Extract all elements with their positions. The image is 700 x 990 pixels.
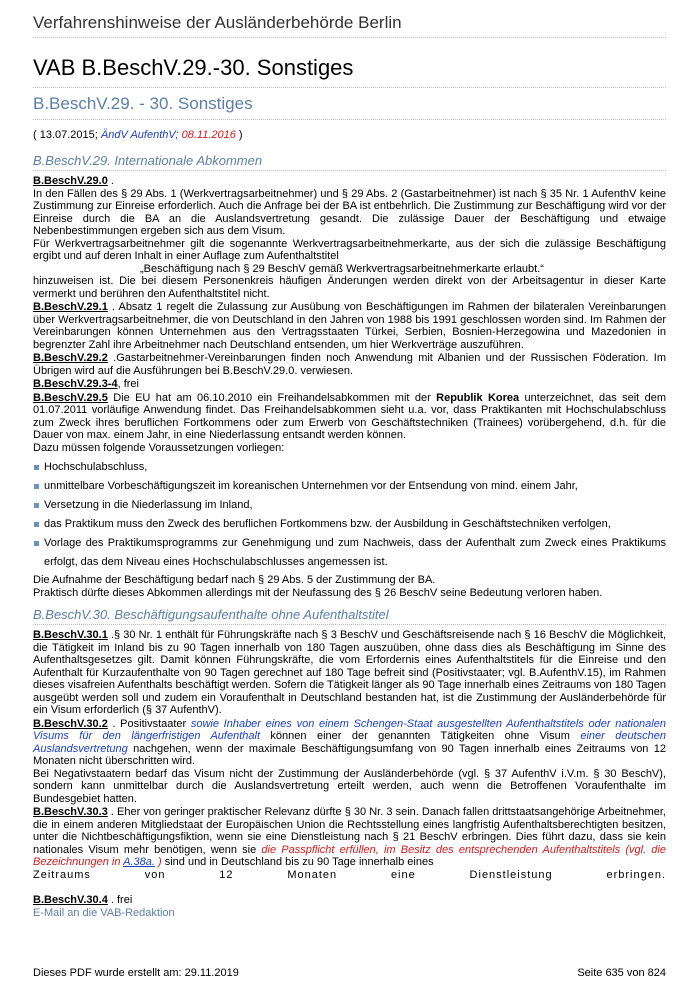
- paragraph-29-0-ref: [33, 175, 666, 188]
- change-reference: ÄndV AufenthV;: [100, 129, 179, 141]
- quote-29-0: „Beschäftigung nach § 29 BeschV gemäß Werkvertragsarbeitnehmerkarte erlaubt.“: [140, 262, 544, 275]
- text-30-3-red2: ): [154, 856, 162, 868]
- date-suffix: ): [235, 129, 243, 141]
- text-30-2-c: nachgehen, wenn der maximale Beschäftigungsumfang von 90 Tagen innerhalb eines Zeitraums von 12 Monaten nicht überschritten wird.: [33, 742, 666, 767]
- text-29-5-a: Die EU hat am 06.10.2010 ein Freihandelsabkommen mit der: [107, 391, 437, 404]
- page-header: Verfahrenshinweise der Ausländerbehörde Berlin: [33, 0, 666, 38]
- paragraph-30-3: [33, 806, 666, 869]
- document-title: VAB B.BeschV.29.-30. Sonstiges: [33, 55, 666, 88]
- paragraph-30-4: [33, 894, 666, 907]
- text-30-3-b: sind und in Deutschland bis zu 90 Tage innerhalb eines: [161, 856, 434, 868]
- requirements-list: [33, 458, 666, 572]
- text-30-1: .§ 30 Nr. 1 enthält für Führungskräfte nach § 3 BeschV und Geschäftsreisende nach § 16 BeschV die Möglichkeit, die Tätigkeit im Inland bis zu 90 Tagen innerhalb von 180 Tagen auszuüben, ohne dass dies als Beschäftigung im Sinne des Aufenthaltsgesetzes gilt. Damit können Führungskräfte, die vom Erfordernis eines Aufenthaltstitels für die Einreise und den Aufenthalt für Kurzaufenthalte von 90 Tagen gerechnet auf 180 Tage befreit sind (Positivstaater; vgl. B.AufenthV.15), im Rahmen dieses visafreien Aufenthalts beschäftigt werden. Sofern die Tätigkeit länger als 90 Tage innerhalb eines Zeitraums von 180 Tagen ausgeübt werden soll und zudem ein Voraufenthalt in Deutschland bestanden hat, ist die Zustimmung der Ausländerbehörde für ein Visum erforderlich (§ 37 AufenthV).: [33, 629, 666, 716]
- date-line: [33, 129, 666, 141]
- text-29-5-bold: Republik Korea: [436, 391, 520, 404]
- ref-29-3-4[interactable]: B.BeschV.29.3-4: [33, 378, 118, 390]
- paragraph-30-2-b: Bei Negativstaatern bedarf das Visum nicht der Zustimmung der Ausländerbehörde (vgl. § 37 AufenthV i.V.m. § 30 BeschV), sondern kann unmittelbar durch die Auslandsvertretung erteilt werden, auch wenn die Betroffenen Voraufenthalte im Bundesgebiet hatten.: [33, 767, 666, 805]
- text-30-3-red: die Passpflicht erfüllen, im Besitz des entsprechenden Aufenthaltstitels (vgl. die Bezeichnungen in: [33, 843, 666, 868]
- paragraph-29-0-c: hinzuweisen ist. Die bei diesem Personenkreis häufigen Änderungen werden direkt von der Arbeitsagentur in dieser Karte vermerkt und berühren den Aufenthaltstitel nicht.: [33, 275, 666, 300]
- ref-29-1[interactable]: B.BeschV.29.1: [33, 301, 108, 313]
- list-item: Vorlage des Praktikumsprogramms zur Genehmigung und zum Nachweis, dass der Aufenthalt zum Zweck eines Praktikums erfolgt, das dem Niveau eines Hochschulabschlusses angemessen ist.: [33, 534, 666, 572]
- section-heading-30: B.BeschV.30. Beschäftigungsaufenthalte ohne Aufenthaltstitel: [33, 607, 666, 625]
- ref-30-1[interactable]: B.BeschV.30.1: [33, 629, 108, 641]
- ref-30-3[interactable]: B.BeschV.30.3: [33, 806, 108, 818]
- paragraph-29-0: In den Fällen des § 29 Abs. 1 (Werkvertragsarbeitnehmer) und § 29 Abs. 2 (Gastarbeitnehmer) ist nach § 35 Nr. 1 AufenthV keine Zustimmung zur Einreise erforderlich. Auch die Anfrage bei der BA ist entbehrlich. Die Zustimmung zur Beschäftigung wird vor der Einreise durch die BA an die Auslandsvertretung gesandt. Die zulässige Dauer der Beschäftigung und etwaige Nebenbestimmungen ergeben sich aus dem Visum.: [33, 187, 666, 237]
- list-item: unmittelbare Vorbeschäftigungszeit im koreanischen Unternehmen vor der Entsendung von mind. einem Jahr,: [33, 477, 666, 496]
- paragraph-30-3-spread: Zeitraums von 12 Monaten eine Dienstleistung erbringen.: [33, 868, 666, 881]
- text-30-2-blue2: einer deutschen Auslandsvertretung: [33, 730, 666, 755]
- text-29-2: .Gastarbeitnehmer-Vereinbarungen finden noch Anwendung mit Albanien und der Russischen Föderation. Im Übrigen wird auf die Ausführungen bei B.BeschV.29.0. verwiesen.: [33, 352, 666, 377]
- list-item: Hochschulabschluss,: [33, 458, 666, 477]
- date-prefix: ( 13.07.2015;: [33, 129, 101, 141]
- link-a-38a[interactable]: A.38a.: [123, 856, 155, 868]
- footer-page-number: Seite 635 von 824: [577, 967, 666, 979]
- paragraph-29-5-end2: Praktisch dürfte dieses Abkommen allerdings mit der Neufassung des § 26 BeschV seine Bedeutung verloren haben.: [33, 586, 603, 599]
- email-link[interactable]: E-Mail an die VAB-Redaktion: [33, 906, 175, 919]
- text-29-3-4: , frei: [117, 378, 139, 390]
- change-date: 08.11.2016: [178, 129, 236, 141]
- ref-29-0[interactable]: B.BeschV.29.0: [33, 175, 108, 187]
- paragraph-29-5: [33, 392, 666, 442]
- section-title: B.BeschV.29. - 30. Sonstiges: [33, 94, 666, 120]
- text-30-4: . frei: [107, 894, 133, 906]
- text-29-1: . Absatz 1 regelt die Zulassung zur Ausübung von Beschäftigungen im Rahmen der bilateralen Vereinbarungen über Werkvertragsarbeitnehmer, die von Deutschland in den Jahren von 1988 bis 1991 geschlossen worden sind. Im Rahmen der Vereinbarungen können Unternehmen aus den Vertragsstaaten Türkei, Serbien, Bosnien-Herzegowina und Mazedonien in begrenzter Zahl ihre Arbeitnehmer nach Deutschland entsenden, um hier Werkverträge auszuführen.: [33, 301, 666, 351]
- paragraph-30-2: [33, 718, 666, 768]
- paragraph-29-1: [33, 301, 666, 351]
- paragraph-29-3-4: [33, 378, 666, 391]
- text-30-2-blue1: sowie Inhaber eines von einem Schengen-Staat ausgestellten Aufenthaltstitels oder nationalen Visums für den längerfristigen Aufenthalt: [33, 717, 666, 742]
- text-30-2-b: können einer der genannten Tätigkeiten ohne Visum: [260, 730, 581, 742]
- paragraph-30-1: [33, 629, 666, 717]
- paragraph-29-5-c: Dazu müssen folgende Voraussetzungen vorliegen:: [33, 441, 285, 454]
- text-30-2-a: . Positivstaater: [107, 717, 191, 730]
- ref-30-2[interactable]: B.BeschV.30.2: [33, 717, 108, 730]
- document-page: [33, 0, 666, 920]
- list-item: das Praktikum muss den Zweck des beruflichen Fortkommens bzw. der Ausbildung in Geschäftstechniken verfolgen,: [33, 515, 666, 534]
- paragraph-29-0-b: Für Werkvertragsarbeitnehmer gilt die sogenannte Werkvertragsarbeitnehmerkarte, aus der sich die zulässige Beschäftigung ergibt und auf deren Inhalt in einer Auflage zum Aufenthaltstitel: [33, 237, 666, 262]
- list-item: Versetzung in die Niederlassung im Inland,: [33, 496, 666, 515]
- section-heading-29: B.BeschV.29. Internationale Abkommen: [33, 153, 666, 171]
- text-29-5-b: unterzeichnet, das seit dem 01.07.2011 vorläufige Anwendung findet. Das Freihandelsabkommen sieht u.a. vor, dass Praktikanten mit Hochschulabschluss zum Zweck ihres beruflichen Fortkommens oder zum Erwerb von Geschäftstechniken (Trainees) vorübergehend, d.h. für die Dauer von max. einem Jahr, in eine Niederlassung entsandt werden können.: [33, 391, 667, 441]
- text-30-3-a: . Eher von geringer praktischer Relevanz dürfte § 30 Nr. 3 sein. Danach fallen drittstaatsangehörige Arbeitnehmer, die in einem anderen Mitgliedstaat der Europäischen Union die Rechtsstellung eines langfristig Aufenthaltsberechtigten besitzen, unter die Nichtbeschäftigungsfiktion, wenn sie eine Dienstleistung nach § 21 BeschV erbringen. Dies führt dazu, dass sie kein nationales Visum mehr benötigen, wenn sie: [33, 806, 666, 856]
- ref-29-0-suffix: .: [107, 175, 114, 187]
- paragraph-29-2: [33, 352, 666, 377]
- footer-created-date: Dieses PDF wurde erstellt am: 29.11.2019: [33, 967, 239, 979]
- ref-29-5[interactable]: B.BeschV.29.5: [33, 391, 108, 404]
- page-footer: [33, 967, 666, 979]
- paragraph-29-5-end1: Die Aufnahme der Beschäftigung bedarf nach § 29 Abs. 5 der Zustimmung der BA.: [33, 574, 436, 586]
- ref-29-2[interactable]: B.BeschV.29.2: [33, 352, 108, 364]
- ref-30-4[interactable]: B.BeschV.30.4: [33, 894, 108, 906]
